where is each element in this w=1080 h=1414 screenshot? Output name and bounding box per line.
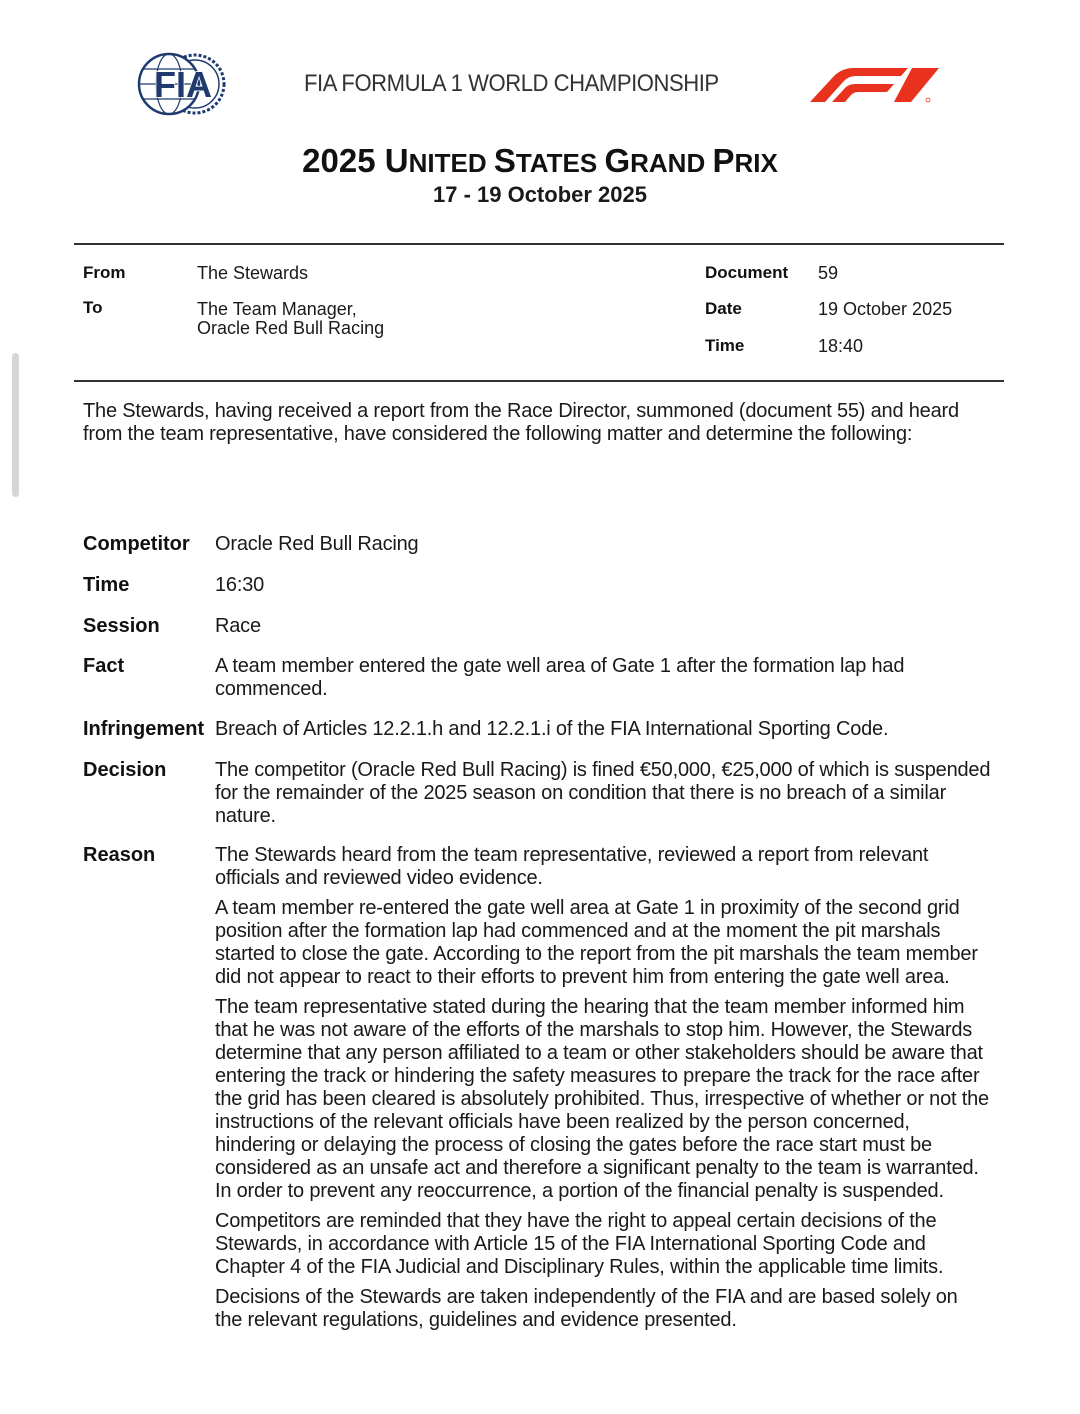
fia-logo-icon — [137, 52, 229, 116]
infringement-label: Infringement — [83, 718, 205, 740]
session-label: Session — [83, 615, 160, 637]
title-part: U — [384, 142, 409, 179]
title-part: NITED — [408, 148, 494, 178]
reason-value — [215, 844, 990, 1339]
time-label: Time — [705, 336, 745, 355]
session-value: Race — [215, 615, 261, 637]
competitor-value: Oracle Red Bull Racing — [215, 533, 419, 555]
from-value: The Stewards — [197, 263, 309, 283]
divider-top — [74, 243, 1004, 245]
document-value: 59 — [818, 263, 839, 283]
reason-paragraph: The Stewards heard from the team representative, reviewed a report from relevant officials and reviewed video evidence. — [215, 844, 929, 889]
f1-logo-icon — [808, 64, 940, 104]
championship-title: FIA FORMULA 1 WORLD CHAMPIONSHIP — [304, 70, 719, 97]
document-label: Document — [705, 263, 789, 282]
title-part: RIX — [734, 148, 778, 178]
time-detail-value: 16:30 — [215, 574, 265, 596]
to-label: To — [83, 298, 103, 317]
competitor-label: Competitor — [83, 533, 190, 555]
date-label: Date — [705, 299, 742, 318]
to-value-line1: The Team Manager, — [197, 299, 357, 319]
title-part: S — [493, 142, 516, 179]
fact-label: Fact — [83, 655, 125, 677]
from-label: From — [83, 263, 126, 282]
date-value: 19 October 2025 — [818, 299, 953, 319]
time-value: 18:40 — [818, 336, 864, 356]
fact-value: A team member entered the gate well area of Gate 1 after the formation lap had commenced. — [215, 655, 905, 700]
independence-paragraph: Decisions of the Stewards are taken independently of the FIA and are based solely on the relevant regulations, guidelines and evidence presented. — [215, 1286, 958, 1331]
event-dates: 17 - 19 October 2025 — [432, 182, 647, 207]
appeal-paragraph: Competitors are reminded that they have the right to appeal certain decisions of the Stewards, in accordance with Article 15 of the FIA International Sporting Code and Chapter 4 of the FIA Judicial and Disciplinary Rules, within the applicable time limits. — [215, 1210, 944, 1278]
title-part: TATES — [515, 148, 605, 178]
infringement-value: Breach of Articles 12.2.1.h and 12.2.1.i of the FIA International Sporting Code. — [215, 718, 889, 740]
fia-logo-text: FIA — [154, 64, 212, 105]
reason-label: Reason — [83, 844, 156, 866]
time-detail-label: Time — [83, 574, 130, 596]
decision-label: Decision — [83, 759, 167, 781]
to-value — [197, 300, 384, 338]
to-value-line2: Oracle Red Bull Racing — [197, 318, 385, 338]
scrollbar[interactable] — [12, 353, 19, 497]
event-title — [0, 142, 1080, 180]
title-part: 2025 — [302, 142, 385, 179]
decision-value: The competitor (Oracle Red Bull Racing) is fined €50,000, €25,000 of which is suspended for the remainder of the 2025 season on condition that there is no breach of a similar nature. — [215, 759, 991, 827]
intro-paragraph: The Stewards, having received a report from the Race Director, summoned (document 55) and heard from the team representative, have considered the following matter and determine the following: — [83, 400, 959, 445]
title-part: G — [604, 142, 631, 179]
title-part: P — [712, 142, 735, 179]
title-part: RAND — [630, 148, 713, 178]
divider-bottom — [74, 380, 1004, 382]
reason-paragraph: A team member re-entered the gate well area at Gate 1 in proximity of the second grid position after the formation lap had commenced and at the moment the pit marshals started to close the gate. According to the report from the pit marshals the team member did not appear to react to their efforts to prevent him from entering the gate well area. — [215, 897, 978, 988]
reason-paragraph: The team representative stated during the hearing that the team member informed him that he was not aware of the efforts of the marshals to stop him. However, the Stewards determine that any person affiliated to a team or other stakeholders should be aware that entering the track or hindering the safety measures to prepare the track for the race after the grid has been cleared is absolutely prohibited. Thus, irrespective of whether or not the instructions of the relevant officials have been realized by the person concerned, hindering or delaying the process of closing the gates before the race start must be considered as an unsafe act and therefore a significant penalty to the team is warranted. In order to prevent any reoccurrence, a portion of the financial penalty is suspended. — [215, 996, 989, 1202]
